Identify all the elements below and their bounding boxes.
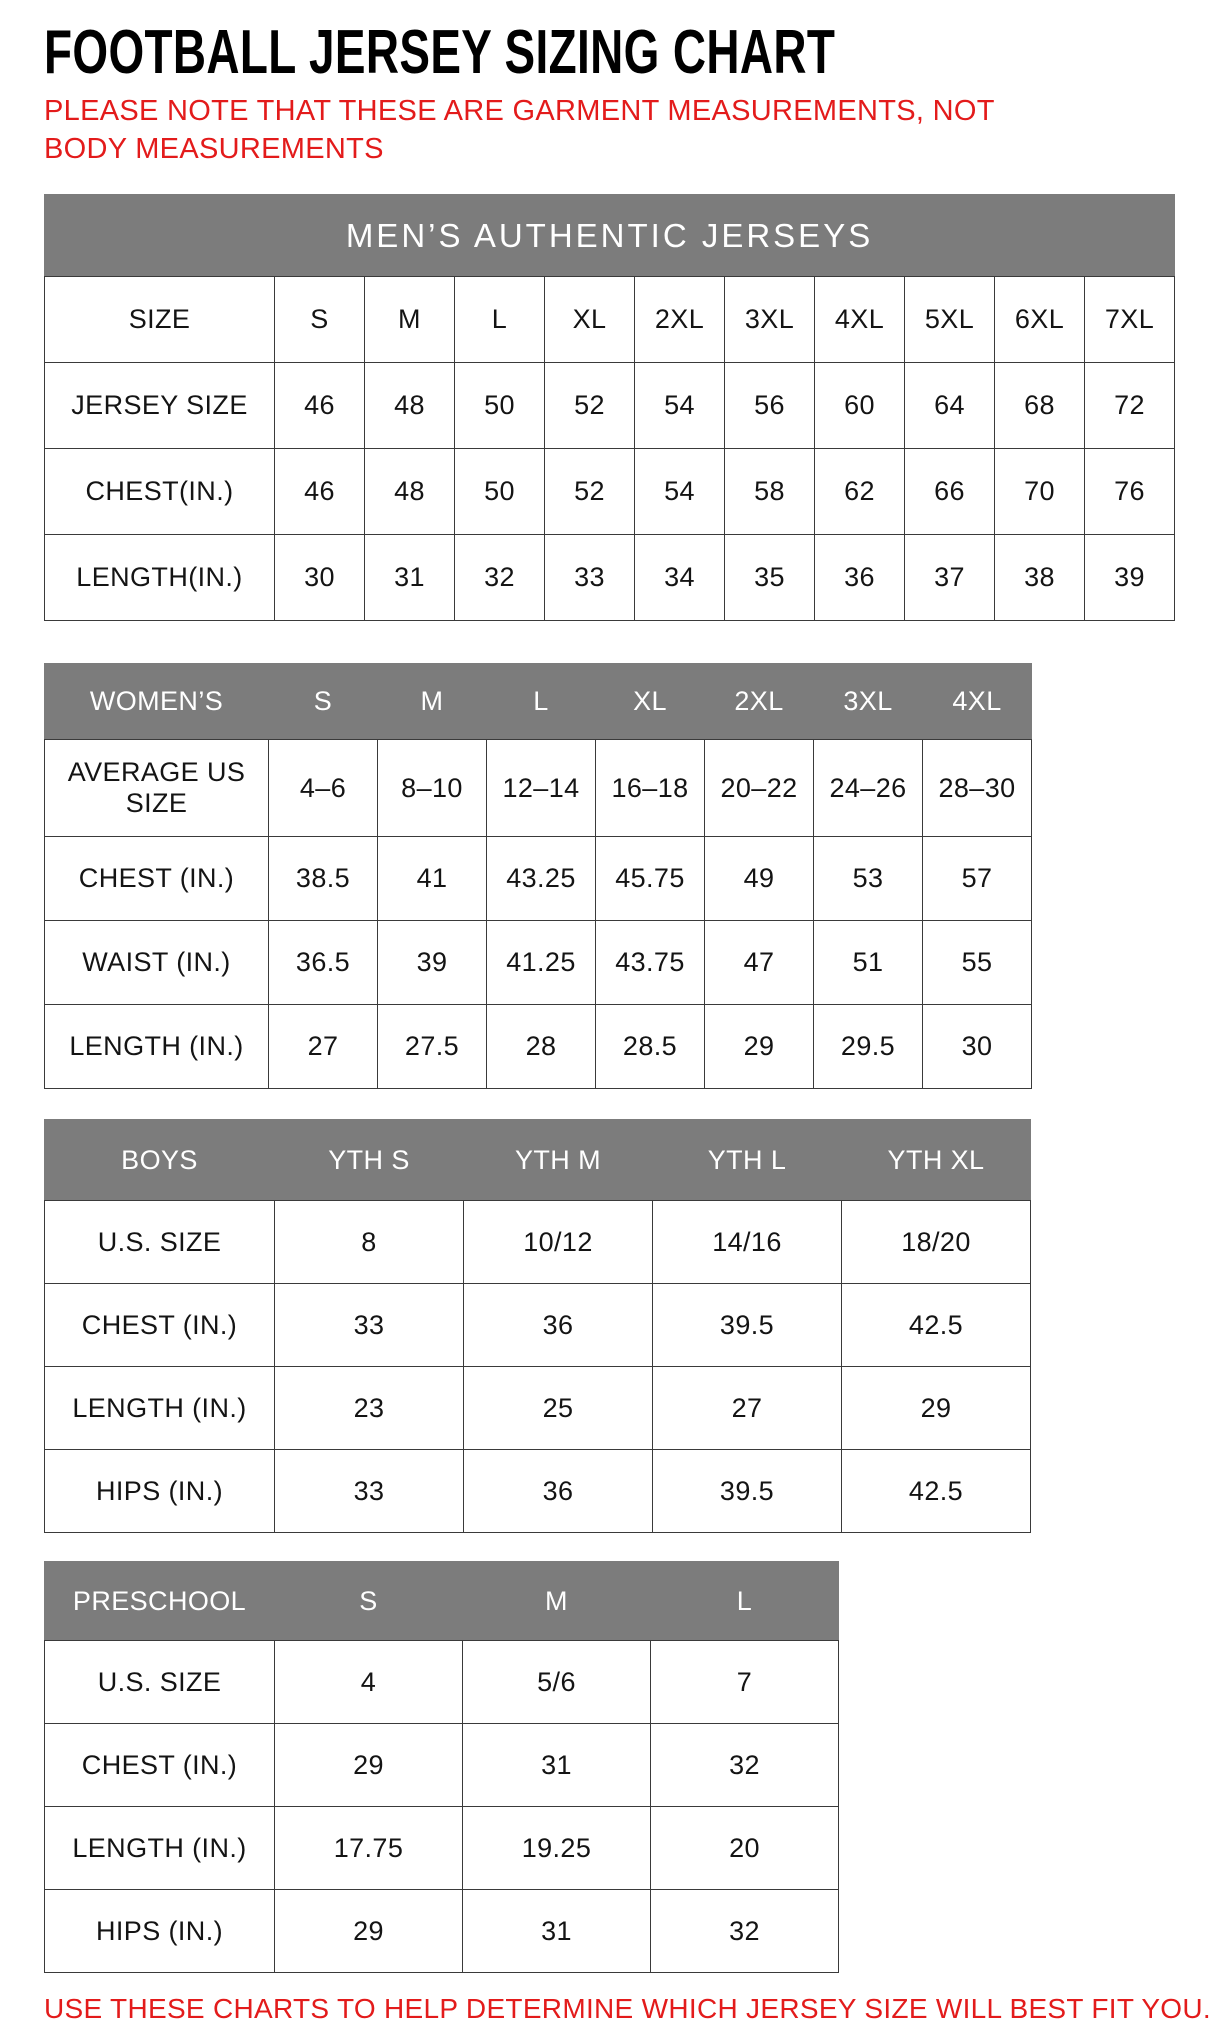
table-cell: 46: [275, 449, 365, 535]
table-cell: 57: [923, 837, 1032, 921]
table-cell: 32: [651, 1890, 839, 1973]
table-cell: 60: [815, 363, 905, 449]
table-cell: 36.5: [269, 921, 378, 1005]
table-cell: 10/12: [464, 1201, 653, 1284]
table-row: [45, 740, 1032, 837]
table-cell: 7XL: [1085, 277, 1175, 363]
table-cell: 33: [275, 1284, 464, 1367]
table-cell: 27.5: [378, 1005, 487, 1089]
table-cell: 31: [463, 1724, 651, 1807]
table-header-cell: 2XL: [705, 664, 814, 740]
womens-table-header-row: [45, 664, 1032, 740]
row-label: JERSEY SIZE: [45, 363, 275, 449]
table-cell: 29: [705, 1005, 814, 1089]
table-cell: 27: [269, 1005, 378, 1089]
table-cell: 64: [905, 363, 995, 449]
table-cell: 30: [923, 1005, 1032, 1089]
table-row: [45, 277, 1175, 363]
row-label: WAIST (IN.): [45, 921, 269, 1005]
table-cell: 33: [545, 535, 635, 621]
table-cell: 41: [378, 837, 487, 921]
table-cell: 41.25: [487, 921, 596, 1005]
table-header-cell: PRESCHOOL: [45, 1562, 275, 1641]
row-label: LENGTH (IN.): [45, 1367, 275, 1450]
table-cell: 42.5: [842, 1284, 1031, 1367]
table-cell: 31: [365, 535, 455, 621]
table-header-cell: WOMEN’S: [45, 664, 269, 740]
table-cell: 19.25: [463, 1807, 651, 1890]
row-label: SIZE: [45, 277, 275, 363]
table-row: [45, 363, 1175, 449]
table-cell: 29: [842, 1367, 1031, 1450]
fit-advice-footer: USE THESE CHARTS TO HELP DETERMINE WHICH JERSEY SIZE WILL BEST FIT YOU.: [44, 1993, 1211, 2025]
table-cell: 39.5: [653, 1450, 842, 1533]
table-cell: L: [455, 277, 545, 363]
table-cell: 54: [635, 363, 725, 449]
preschool-sizing-table: [44, 1561, 839, 1973]
table-cell: 58: [725, 449, 815, 535]
table-cell: 29: [275, 1890, 463, 1973]
row-label: CHEST (IN.): [45, 837, 269, 921]
table-cell: 5/6: [463, 1641, 651, 1724]
table-header-cell: YTH L: [653, 1120, 842, 1201]
table-cell: 48: [365, 449, 455, 535]
mens-sizing-table: [44, 194, 1175, 621]
table-cell: 12–14: [487, 740, 596, 837]
table-cell: 24–26: [814, 740, 923, 837]
table-row: [45, 1367, 1031, 1450]
table-cell: 4XL: [815, 277, 905, 363]
table-cell: 38: [995, 535, 1085, 621]
row-label: AVERAGE US SIZE: [45, 740, 269, 837]
table-header-cell: 3XL: [814, 664, 923, 740]
table-cell: 16–18: [596, 740, 705, 837]
preschool-table-header-row: [45, 1562, 839, 1641]
table-cell: 28: [487, 1005, 596, 1089]
row-label: HIPS (IN.): [45, 1450, 275, 1533]
table-cell: 3XL: [725, 277, 815, 363]
table-cell: 43.25: [487, 837, 596, 921]
table-row: [45, 1005, 1032, 1089]
table-cell: 4: [275, 1641, 463, 1724]
table-cell: 29.5: [814, 1005, 923, 1089]
table-cell: 8–10: [378, 740, 487, 837]
table-cell: 43.75: [596, 921, 705, 1005]
table-cell: 39: [1085, 535, 1175, 621]
row-label: CHEST (IN.): [45, 1284, 275, 1367]
table-cell: 6XL: [995, 277, 1085, 363]
table-cell: 18/20: [842, 1201, 1031, 1284]
table-header-cell: YTH M: [464, 1120, 653, 1201]
table-cell: 66: [905, 449, 995, 535]
table-cell: 48: [365, 363, 455, 449]
table-header-cell: L: [651, 1562, 839, 1641]
table-cell: 27: [653, 1367, 842, 1450]
table-cell: 39.5: [653, 1284, 842, 1367]
row-label: LENGTH (IN.): [45, 1005, 269, 1089]
table-cell: 54: [635, 449, 725, 535]
table-cell: 31: [463, 1890, 651, 1973]
table-cell: 20–22: [705, 740, 814, 837]
table-cell: S: [275, 277, 365, 363]
table-cell: 68: [995, 363, 1085, 449]
table-row: [45, 1807, 839, 1890]
mens-table-title: MEN’S AUTHENTIC JERSEYS: [45, 195, 1175, 277]
table-cell: 39: [378, 921, 487, 1005]
table-header-cell: BOYS: [45, 1120, 275, 1201]
table-cell: 53: [814, 837, 923, 921]
row-label: LENGTH(IN.): [45, 535, 275, 621]
table-header-cell: YTH XL: [842, 1120, 1031, 1201]
table-cell: 37: [905, 535, 995, 621]
table-header-cell: S: [275, 1562, 463, 1641]
table-cell: 72: [1085, 363, 1175, 449]
table-cell: 36: [464, 1450, 653, 1533]
table-cell: 52: [545, 363, 635, 449]
table-row: [45, 1450, 1031, 1533]
table-header-cell: L: [487, 664, 596, 740]
womens-sizing-table: [44, 663, 1032, 1089]
table-cell: 33: [275, 1450, 464, 1533]
table-header-cell: S: [269, 664, 378, 740]
table-row: [45, 449, 1175, 535]
table-cell: 32: [455, 535, 545, 621]
boys-table-header-row: [45, 1120, 1031, 1201]
table-row: [45, 921, 1032, 1005]
table-cell: M: [365, 277, 455, 363]
row-label: CHEST(IN.): [45, 449, 275, 535]
table-cell: 4–6: [269, 740, 378, 837]
table-cell: 32: [651, 1724, 839, 1807]
table-cell: 17.75: [275, 1807, 463, 1890]
table-cell: 5XL: [905, 277, 995, 363]
table-cell: 70: [995, 449, 1085, 535]
table-row: [45, 1724, 839, 1807]
table-cell: 56: [725, 363, 815, 449]
row-label: U.S. SIZE: [45, 1201, 275, 1284]
table-cell: XL: [545, 277, 635, 363]
table-cell: 45.75: [596, 837, 705, 921]
table-cell: 47: [705, 921, 814, 1005]
table-cell: 14/16: [653, 1201, 842, 1284]
row-label: HIPS (IN.): [45, 1890, 275, 1973]
mens-table-header-row: [45, 195, 1175, 277]
table-header-cell: YTH S: [275, 1120, 464, 1201]
table-cell: 28–30: [923, 740, 1032, 837]
table-cell: 7: [651, 1641, 839, 1724]
row-label: U.S. SIZE: [45, 1641, 275, 1724]
table-header-cell: M: [378, 664, 487, 740]
table-cell: 36: [815, 535, 905, 621]
table-cell: 28.5: [596, 1005, 705, 1089]
table-cell: 52: [545, 449, 635, 535]
table-cell: 34: [635, 535, 725, 621]
table-cell: 49: [705, 837, 814, 921]
boys-sizing-table: [44, 1119, 1031, 1533]
table-row: [45, 837, 1032, 921]
table-cell: 42.5: [842, 1450, 1031, 1533]
table-cell: 62: [815, 449, 905, 535]
table-cell: 50: [455, 449, 545, 535]
table-cell: 50: [455, 363, 545, 449]
table-cell: 38.5: [269, 837, 378, 921]
table-cell: 76: [1085, 449, 1175, 535]
table-cell: 25: [464, 1367, 653, 1450]
table-header-cell: XL: [596, 664, 705, 740]
table-row: [45, 1890, 839, 1973]
table-header-cell: 4XL: [923, 664, 1032, 740]
table-cell: 29: [275, 1724, 463, 1807]
table-cell: 55: [923, 921, 1032, 1005]
table-row: [45, 1641, 839, 1724]
table-row: [45, 1284, 1031, 1367]
table-cell: 30: [275, 535, 365, 621]
row-label: LENGTH (IN.): [45, 1807, 275, 1890]
garment-measurements-note: PLEASE NOTE THAT THESE ARE GARMENT MEASUREMENTS, NOT BODY MEASUREMENTS: [44, 95, 995, 165]
table-cell: 51: [814, 921, 923, 1005]
table-header-cell: M: [463, 1562, 651, 1641]
table-row: [45, 535, 1175, 621]
table-cell: 8: [275, 1201, 464, 1284]
table-cell: 20: [651, 1807, 839, 1890]
table-row: [45, 1201, 1031, 1284]
row-label: CHEST (IN.): [45, 1724, 275, 1807]
table-cell: 2XL: [635, 277, 725, 363]
table-cell: 35: [725, 535, 815, 621]
page-title: FOOTBALL JERSEY SIZING CHART: [44, 18, 836, 87]
table-cell: 23: [275, 1367, 464, 1450]
table-cell: 36: [464, 1284, 653, 1367]
table-cell: 46: [275, 363, 365, 449]
